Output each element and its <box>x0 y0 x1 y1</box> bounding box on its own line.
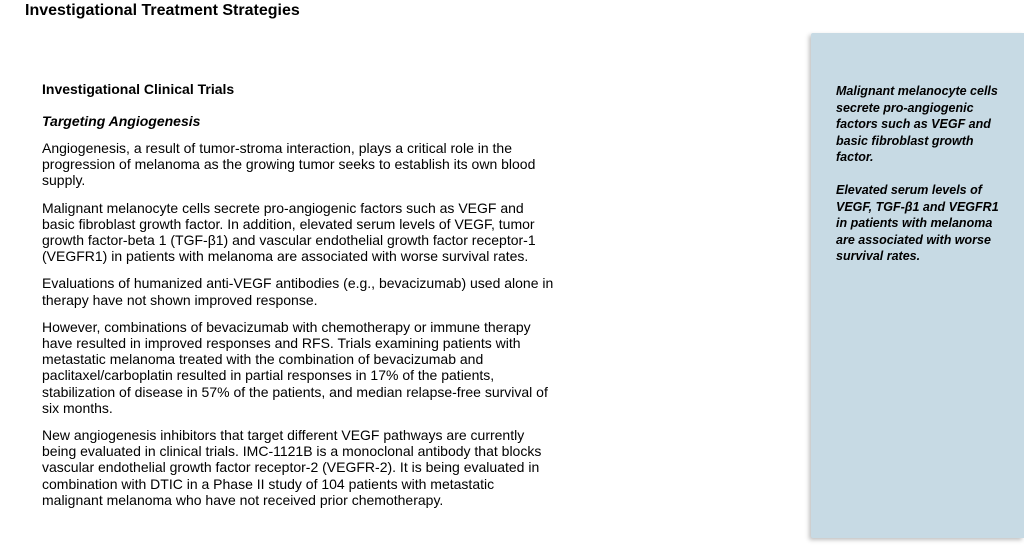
main-content <box>42 80 557 519</box>
sidebar-callout-panel <box>811 33 1024 538</box>
paragraph-bevacizumab-combinations: However, combinations of bevacizumab with chemotherapy or immune therapy have resulted in improved responses and RFS. Trials examining patients with metastatic melanoma treated with the combination of bevacizumab and paclitaxel/carboplatin resulted in partial responses in 17% of the patients, stabilization of disease in 57% of the patients, and median relapse-free survival of six months. <box>42 318 548 416</box>
sub-heading: Targeting Angiogenesis <box>42 113 201 129</box>
paragraph-new-inhibitors: New angiogenesis inhibitors that target different VEGF pathways are currently being evaluated in clinical trials. IMC-1121B is a monoclonal antibody that blocks vascular endothelial growth factor receptor-2 (VEGFR-2). It is being evaluated in combination with DTIC in a Phase II study of 104 patients with metastatic malignant melanoma who have not received prior chemotherapy. <box>42 427 542 508</box>
section-heading: Investigational Clinical Trials <box>42 81 235 97</box>
paragraph-pro-angiogenic-factors: Malignant melanocyte cells secrete pro-angiogenic factors such as VEGF and basic fibroblast growth factor. In addition, elevated serum levels of VEGF, tumor growth factor-beta 1 (TGF-β1) and vascular endothelial growth factor receptor-1 (VEGFR1) in patients with melanoma are associated with worse survival rates. <box>42 199 536 265</box>
callout-pro-angiogenic: Malignant melanocyte cells secrete pro-angiogenic factors such as VEGF and basic fibroblast growth factor. <box>836 84 998 165</box>
page-title: Investigational Treatment Strategies <box>25 2 300 19</box>
callout-serum-levels: Elevated serum levels of VEGF, TGF-β1 and VEGFR1 in patients with melanoma are associated with worse survival rates. <box>836 183 999 264</box>
paragraph-anti-vegf-antibodies: Evaluations of humanized anti-VEGF antibodies (e.g., bevacizumab) used alone in therapy have not shown improved response. <box>42 275 554 308</box>
paragraph-angiogenesis-intro: Angiogenesis, a result of tumor-stroma interaction, plays a critical role in the progression of melanoma as the growing tumor seeks to establish its own blood supply. <box>42 140 536 189</box>
